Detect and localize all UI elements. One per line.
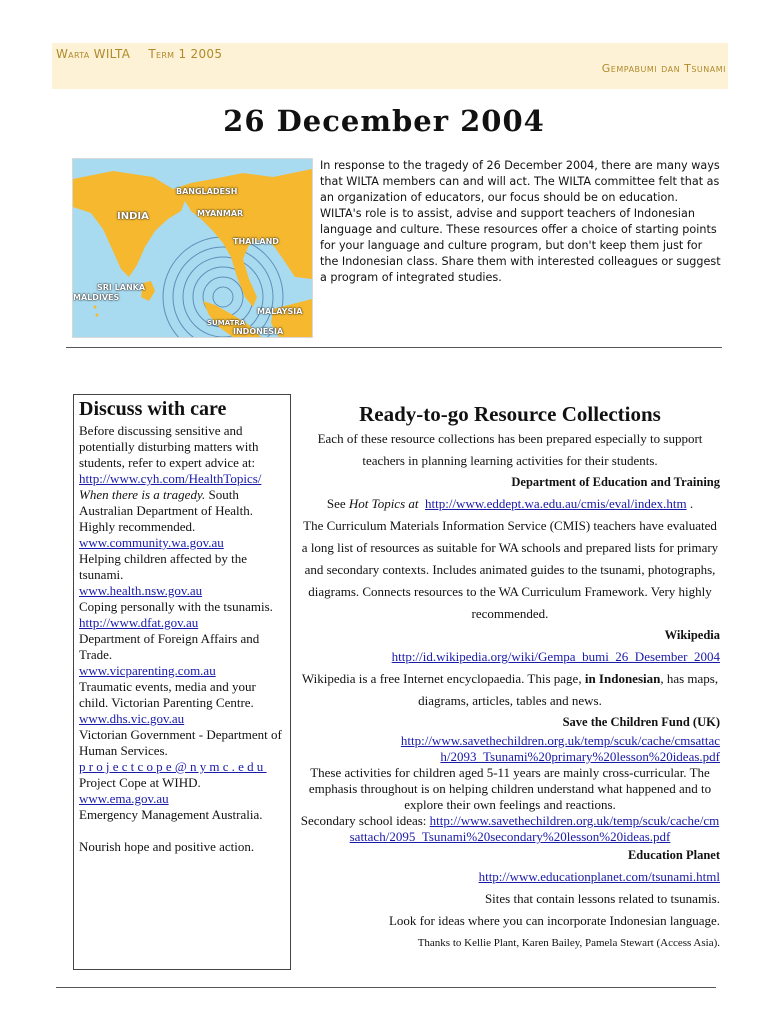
resources-intro: Each of these resource collections has been prepared especially to support teachers in planning learning activities for their students. (317, 431, 703, 468)
care-link-cyh[interactable]: http://www.cyh.com/HealthTopics/ (79, 471, 262, 486)
discuss-with-care-box (73, 394, 291, 970)
care-body (79, 423, 286, 855)
det-heading: Department of Education and Training (511, 475, 720, 489)
stc-primary-link[interactable]: http://www.savethechildren.org.uk/temp/scuk/cache/cmsattach/2093_Tsunami%20primary%20lesson%20ideas.pdf (400, 733, 720, 764)
ep-text-2: Look for ideas where you can incorporate Indonesian language. (388, 913, 720, 928)
ep-text-1: Sites that contain lessons related to tsunamis. (484, 891, 720, 906)
det-link[interactable]: http://www.eddept.wa.edu.au/cmis/eval/index.htm (425, 496, 687, 511)
care-title: Discuss with care (79, 398, 227, 420)
ep-heading: Education Planet (627, 848, 720, 862)
stc-heading: Save the Children Fund (UK) (562, 715, 720, 729)
tsunami-map (72, 158, 313, 338)
wiki-link[interactable]: http://id.wikipedia.org/wiki/Gempa_bumi_26_Desember_2004 (391, 649, 720, 664)
care-cyh-text: South Australian Department of Health. Highly recommended. (79, 487, 253, 534)
map-label-bangladesh: BANGLADESH (176, 187, 238, 196)
det-see-line: See Hot Topics at http://www.eddept.wa.edu.au/cmis/eval/index.htm . (326, 496, 694, 511)
divider-top (66, 347, 722, 348)
wiki-link-line (300, 646, 720, 668)
resource-collections (300, 400, 720, 954)
stc-secondary-link[interactable]: http://www.savethechildren.org.uk/temp/scuk/cache/cmsattach/2095_Tsunami%20secondary%20lesson%20ideas.pdf (349, 813, 720, 844)
care-dfat-desc: Department of Foreign Affairs and Trade. (79, 631, 260, 662)
care-ema-desc: Emergency Management Australia. (79, 807, 263, 822)
map-label-malaysia: MALAYSIA (257, 307, 303, 316)
divider-bottom (56, 987, 716, 988)
map-label-india: INDIA (117, 211, 149, 222)
ep-link[interactable]: http://www.educationplanet.com/tsunami.html (478, 869, 720, 884)
wiki-text-b: , has maps, diagrams, articles, tables and news. (418, 671, 719, 708)
intro-paragraph: In response to the tragedy of 26 December 2004, there are many ways that WILTA members can and will act. The WILTA committee felt that as an organization of educators, our focus should be on education. WILTA's role is to assist, advise and support teachers of Indonesian language and culture. These resources offer a choice of starting points for your language and culture program, but don't keep them just for the Indonesian class. Share them with interested colleagues or suggest a program of integrated studies. (320, 159, 721, 284)
wiki-heading: Wikipedia (664, 628, 720, 642)
care-link-dhs[interactable]: www.dhs.vic.gov.au (79, 711, 185, 726)
care-link-ema[interactable]: www.ema.gov.au (79, 791, 169, 806)
stc-description: These activities for children aged 5-11 years are mainly cross-curricular. The emphasis throughout is on helping children understand what happened and to explore their own feelings and reactions. (308, 765, 712, 812)
stc-link1-line (300, 733, 720, 765)
care-dhs-desc: Victorian Government - Department of Human Services. (79, 727, 282, 758)
stc-secondary-label: Secondary school ideas: (300, 813, 430, 828)
thanks-line: Thanks to Kellie Plant, Karen Bailey, Pamela Stewart (Access Asia). (417, 937, 720, 949)
care-link-community[interactable]: www.community.wa.gov.au (79, 535, 224, 550)
care-vicparenting-desc: Traumatic events, media and your child. Victorian Parenting Centre. (79, 679, 256, 710)
det-description: The Curriculum Materials Information Service (CMIS) teachers have evaluated a long list of resources as suitable for WA schools and prepared lists for primary and secondary contexts. Includes animated guides to the tsunami, photographs, diagrams. Connects resources to the WA Curriculum Framework. Very highly recommended. (301, 518, 719, 621)
map-label-maldives: MALDIVES (73, 293, 120, 302)
det-hot-topics: Hot Topics at (348, 496, 419, 511)
page-title: 26 December 2004 (223, 104, 545, 138)
map-label-myanmar: MYANMAR (197, 209, 244, 218)
care-intro: Before discussing sensitive and potentially disturbing matters with students, refer to expert advice at: (79, 423, 259, 470)
map-label-sri-lanka: SRI LANKA (97, 283, 146, 292)
header-term: Term 1 2005 (148, 47, 223, 61)
map-label-indonesia: INDONESIA (233, 327, 284, 336)
header-newsletter-info (56, 47, 236, 61)
care-link-vicparenting[interactable]: www.vicparenting.com.au (79, 663, 216, 678)
wiki-bold: in Indonesian (584, 671, 661, 686)
care-health-nsw-desc: Coping personally with the tsunamis. (79, 599, 273, 614)
wiki-description (300, 668, 720, 712)
det-see: See (326, 496, 349, 511)
map-label-sumatra: SUMATRA (207, 319, 246, 327)
care-link-projectcope-email[interactable]: projectcope@nymc.edu (79, 759, 267, 774)
header-topic: Gempabumi dan Tsunami (601, 62, 726, 75)
care-link-health-nsw[interactable]: www.health.nsw.gov.au (79, 583, 203, 598)
care-cyh-desc (79, 487, 286, 535)
resources-title: Ready-to-go Resource Collections (359, 402, 661, 426)
care-community-desc: Helping children affected by the tsunami. (79, 551, 247, 582)
header-newsletter-name: Warta WILTA (56, 47, 131, 61)
care-projectcope-desc: Project Cope at WIHD. (79, 775, 201, 790)
wiki-text-a: Wikipedia is a free Internet encyclopaedia. This page, (301, 671, 585, 686)
care-closing: Nourish hope and positive action. (79, 839, 255, 854)
care-spacer (79, 823, 286, 839)
stc-secondary-line (300, 813, 720, 845)
care-link-dfat[interactable]: http://www.dfat.gov.au (79, 615, 199, 630)
care-cyh-italic: When there is a tragedy. (79, 487, 206, 502)
map-label-thailand: THAILAND (233, 237, 279, 246)
ep-link-line (300, 866, 720, 888)
